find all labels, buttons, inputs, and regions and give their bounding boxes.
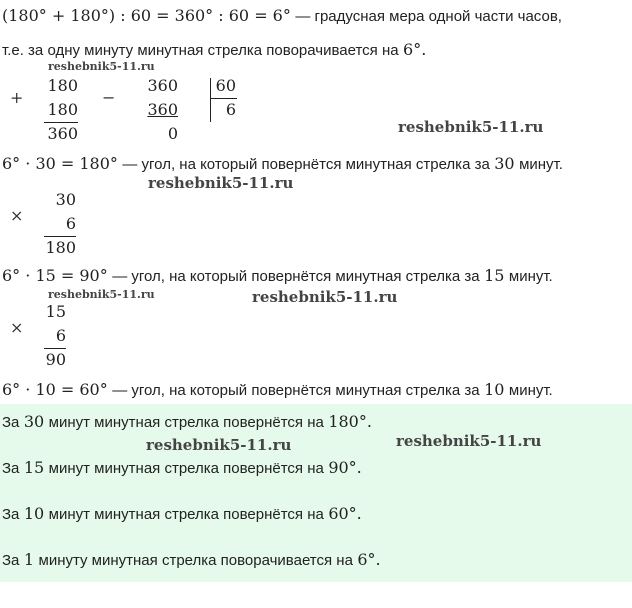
watermark: reshebnik5-11.ru bbox=[48, 288, 155, 301]
minuend: 360 bbox=[147, 76, 178, 95]
factor-2: 6 bbox=[55, 326, 66, 345]
sum-result: 360 bbox=[47, 124, 78, 143]
answer-text: минуту минутная стрелка поворачивается на bbox=[38, 552, 353, 569]
step-30-formula: 6° · 30 = 180° bbox=[2, 154, 118, 173]
difference: 0 bbox=[167, 124, 178, 143]
answer-line bbox=[2, 458, 362, 478]
answer-text: минут минутная стрелка повернётся на bbox=[48, 414, 324, 431]
product-line bbox=[44, 236, 76, 237]
step-30-text: — угол, на который повернётся минутная стрелка за bbox=[122, 156, 490, 173]
answer-minutes: 15 bbox=[23, 458, 45, 477]
answer-line bbox=[2, 504, 362, 524]
intro-text: т.е. за одну минуту минутная стрелка поворачивается на bbox=[2, 42, 399, 59]
step-30-n: 30 bbox=[494, 154, 515, 173]
product-line bbox=[44, 348, 66, 349]
product: 180 bbox=[45, 238, 76, 257]
times-sign: × bbox=[10, 206, 24, 225]
divisor: 60 bbox=[215, 76, 236, 95]
step-15-n: 15 bbox=[484, 266, 505, 285]
watermark: reshebnik5-11.ru bbox=[48, 60, 155, 73]
step-10-line bbox=[2, 380, 553, 400]
answer-pre: За bbox=[2, 506, 20, 523]
addend-2: 180 bbox=[47, 100, 78, 119]
step-15-line bbox=[2, 266, 553, 286]
step-15-tail: минут. bbox=[508, 268, 553, 285]
step-15-formula: 6° · 15 = 90° bbox=[2, 266, 108, 285]
step-30-line bbox=[2, 154, 563, 174]
minus-sign: − bbox=[102, 88, 116, 107]
step-10-n: 10 bbox=[484, 380, 505, 399]
intro-line-1 bbox=[2, 6, 562, 26]
step-15-text: — угол, на который повернётся минутная стрелка за bbox=[112, 268, 480, 285]
answer-pre: За bbox=[2, 552, 20, 569]
watermark: reshebnik5-11.ru bbox=[396, 432, 542, 450]
answer-angle: 60°. bbox=[328, 504, 362, 523]
intro-line-2 bbox=[2, 40, 426, 60]
product: 90 bbox=[45, 350, 66, 369]
sum-line bbox=[44, 122, 78, 123]
division-bracket bbox=[210, 78, 211, 122]
watermark: reshebnik5-11.ru bbox=[148, 174, 294, 192]
watermark: reshebnik5-11.ru bbox=[146, 436, 292, 454]
plus-sign: + bbox=[10, 88, 24, 107]
division-line bbox=[211, 98, 237, 99]
answer-pre: За bbox=[2, 460, 20, 477]
step-30-tail: минут. bbox=[519, 156, 563, 173]
answer-text: минут минутная стрелка повернётся на bbox=[48, 506, 324, 523]
answer-minutes: 10 bbox=[23, 504, 45, 523]
answer-angle: 6°. bbox=[357, 550, 381, 569]
watermark: reshebnik5-11.ru bbox=[252, 288, 398, 306]
factor-2: 6 bbox=[65, 214, 76, 233]
answer-angle: 180°. bbox=[328, 412, 372, 431]
intro-description: — градусная мера одной части часов, bbox=[295, 8, 562, 25]
factor-1: 30 bbox=[55, 190, 76, 209]
answer-minutes: 30 bbox=[23, 412, 45, 431]
watermark: reshebnik5-11.ru bbox=[398, 118, 544, 136]
answer-text: минут минутная стрелка повернётся на bbox=[48, 460, 324, 477]
answer-pre: За bbox=[2, 414, 20, 431]
answer-line bbox=[2, 550, 381, 570]
quotient: 6 bbox=[225, 100, 236, 119]
addend-1: 180 bbox=[47, 76, 78, 95]
step-10-tail: минут. bbox=[508, 382, 553, 399]
answer-line bbox=[2, 412, 372, 432]
answer-angle: 90°. bbox=[328, 458, 362, 477]
answer-minutes: 1 bbox=[23, 550, 35, 569]
times-sign: × bbox=[10, 318, 24, 337]
intro-formula: (180° + 180°) : 60 = 360° : 60 = 6° bbox=[2, 6, 291, 25]
factor-1: 15 bbox=[45, 302, 66, 321]
step-10-text: — угол, на который повернётся минутная стрелка за bbox=[112, 382, 480, 399]
subtrahend: 360 bbox=[147, 100, 178, 119]
step-10-formula: 6° · 10 = 60° bbox=[2, 380, 108, 399]
intro-value: 6°. bbox=[403, 40, 427, 59]
